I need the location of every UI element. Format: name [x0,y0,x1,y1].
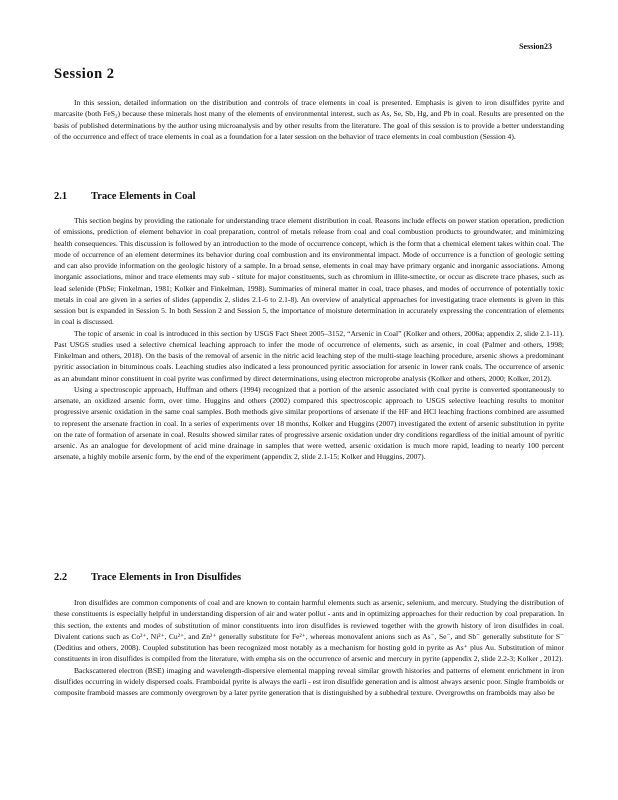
section-2-2-number: 2.2 [54,572,68,583]
intro-block [54,97,564,142]
intro-paragraph: In this session, detailed information on the distribution and controls of trace elements in coal is presented. Emphasis is given to iron disulfides pyrite and marcasite (both FeS₂) because these minerals host many of the elements of environmental interest, such as As, Se, Sb, Hg, and Pb in coal. Results are presented on the basis of published determinations by the author using microanalysis and by other results from the literature. The goal of this session is to provide a better understanding of the occurrence and effect of trace elements in coal as a foundation for a later session on the behavior of trace elements in coal combustion (Session 4). [54,98,564,141]
running-head: Session23 [519,42,552,51]
section-2-1-title: Trace Elements in Coal [91,191,196,202]
section-2-2-title: Trace Elements in Iron Disulfides [91,572,242,583]
section-2-2-body [54,597,564,698]
section-2-2-paragraph: Iron disulfides are common components of coal and are known to contain harmful elements such as arsenic, selenium, and mercury. Studying the distribution of these constituents is especially helpful in understanding dispersion of air and water pollut - ants and in optimizing approaches for their reduction by coal preparation. In this section, the extents and modes of substitution of minor constituents into iron disulfides is reviewed together with the growth history of iron disulfides in coal. Divalent cations such as Co²⁺, Ni²⁺, Cu²⁺, and Zn²⁺ generally substitute for Fe²⁺, whereas monovalent anions such as As⁻, Se⁻, and Sb⁻ generally substitute for S⁻ (Deditius and others, 2008). Coupled substitution has been recognized most notably as a mechanism for hosting gold in pyrite as As⁺ plus Au. Substitution of minor constituents in iron disulfides is compiled from the literature, with empha sis on the occurrence of arsenic and mercury in pyrite (appendix 2, slide 2.2-3; Kolker , 2012). [54,598,564,664]
section-2-1-body [54,215,564,463]
section-2-2-heading [54,572,241,583]
section-2-1-paragraph: The topic of arsenic in coal is introduced in this section by USGS Fact Sheet 2005–3152, “Arsenic in Coal” (Kolker and others, 2006a; appendix 2, slide 2.1-11). Past USGS studies used a selective chemical leaching approach to infer the mode of occurrence of elements, such as arsenic, in coal (Palmer and others, 1998; Finkelman and others, 2018). On the basis of the removal of arsenic in the nitric acid leaching step of the multi-stage leaching procedure, arsenic shows a predominant pyritic association in bituminous coals. Leaching studies also indicated a less pronounced pyritic association for arsenic in lower rank coals. The occurrence of arsenic as an abundant minor constituent in coal pyrite was confirmed by direct determinations, using electron microprobe analysis (Kolker and others, 2000; Kolker, 2012). [54,328,564,383]
section-2-1-heading [54,191,196,202]
session-title: Session 2 [54,66,115,82]
section-2-1-paragraph: This section begins by providing the rationale for understanding trace element distribution in coal. Reasons include effects on power station operation, prediction of emissions, prediction of element behavior in coal preparation, control of metals release from coal and coal combustion products to groundwater, and minimizing health consequences. This discussion is followed by an introduction to the mode of occurrence concept, which is the form that a chemical element takes within coal. The mode of occurrence of an element determines its behavior during coal combustion and its environmental impact. Mode of occurrence is a function of geologic setting and can also provide information on the geologic history of a sample. In a broad sense, elements in coal may have primary organic and inorganic associations. Among inorganic associations, minor and trace elements may sub - stitute for major constituents, such as chromium in illite-smectite, or occur as discrete trace phases, such as lead selenide (PbSe; Finkelman, 1981; Kolker and Finkelman, 1998). Summaries of mineral matter in coal, trace phases, and modes of occurrence of potentially toxic metals in coal are given in a series of slides (appendix 2, slides 2.1-6 to 2.1-8). An overview of analytical approaches for investigating trace elements is given in this session but is expanded in Session 5. In both Session 2 and Session 5, the importance of moisture determination in accurately expressing the concentration of elements in coal is discussed. [54,216,564,327]
section-2-2-paragraph: Backscattered electron (BSE) imaging and wavelength-dispersive elemental mapping reveal similar growth histories and patterns of element enrichment in iron disulfides occurring in widely dispersed coals. Framboidal pyrite is always the earli - est iron disulfide generation and is almost always arsenic poor. Single framboids or composite framboid masses are commonly overgrown by a later pyrite generation that is distinguished by a subhedral texture. Overgrowths on framboids may also be [54,665,564,697]
section-2-1-paragraph: Using a spectroscopic approach, Huffman and others (1994) recognized that a portion of the arsenic associated with coal pyrite is converted spontaneously to arsenate, an oxidized arsenic form, over time. Huggins and others (2002) compared this spectroscopic approach to USGS selective leaching results to monitor progressive arsenic oxidation in the same coal samples. Both methods give similar proportions of arsenate if the HF and HCl leaching fractions combined are assumed to represent the arsenate fraction in coal. In a series of experiments over 18 months, Kolker and Huggins (2007) investigated the extent of arsenic substitution in pyrite on the rate of formation of arsenate in coal. Results showed similar rates of progressive arsenic oxidation under dry conditions regardless of the initial amount of pyritic arsenic. As an analogue for development of acid mine drainage in samples that were wetted, arsenic oxidation is much more rapid, leading to nearly 100 percent arsenate, a highly mobile arsenic form, by the end of the experiment (appendix 2, slide 2.1-15; Kolker and Huggins, 2007). [54,384,564,462]
section-2-1-number: 2.1 [54,191,68,202]
